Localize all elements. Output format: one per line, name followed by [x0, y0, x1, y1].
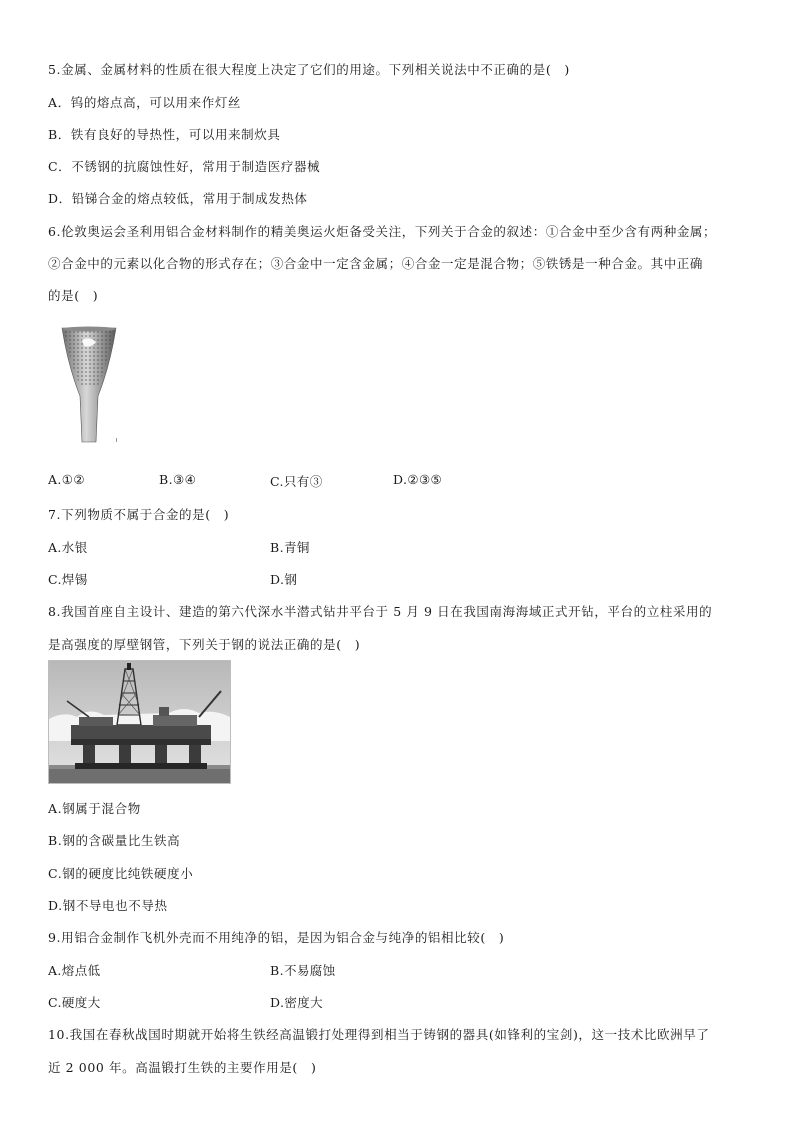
q8-stem-line-1: 8.我国首座自主设计、建造的第六代深水半潜式钻井平台于 5 月 9 日在我国南海海域正式开钻，平台的立柱采用的 [48, 604, 713, 619]
q7-option-d: D.钢 [270, 572, 298, 587]
q5-option-a: A．钨的熔点高，可以用来作灯丝 [48, 95, 242, 110]
q8-option-c: C.钢的硬度比纯铁硬度小 [48, 866, 194, 881]
q8-option-d: D.钢不导电也不导热 [48, 898, 168, 913]
q10-stem-line-2: 近 2 000 年。高温锻打生铁的主要作用是( ) [48, 1060, 317, 1075]
q9-option-d: D.密度大 [270, 995, 324, 1010]
q6-option-c: C.只有③ [270, 474, 323, 489]
q9-stem: 9.用铝合金制作飞机外壳而不用纯净的铝，是因为铝合金与纯净的铝相比较( ) [48, 930, 505, 945]
q8-stem-line-2: 是高强度的厚壁钢管，下列关于钢的说法正确的是( ) [48, 637, 361, 652]
q8-option-b: B.钢的含碳量比生铁高 [48, 833, 181, 848]
q9-option-a: A.熔点低 [48, 963, 101, 978]
q5-stem: 5.金属、金属材料的性质在很大程度上决定了它们的用途。下列相关说法中不正确的是( ) [48, 62, 570, 77]
q6-option-b: B.③④ [159, 472, 197, 487]
q5-option-b: B．铁有良好的导热性，可以用来制炊具 [48, 127, 281, 142]
q6-stem-line-1: 6.伦敦奥运会圣利用铝合金材料制作的精美奥运火炬备受关注，下列关于合金的叙述：①合金中至少含有两种金属； [48, 224, 717, 239]
q6-stem-line-3: 的是( ) [48, 288, 99, 303]
drilling-platform-image [48, 660, 231, 784]
q8-option-a: A.钢属于混合物 [48, 801, 141, 816]
q5-option-c: C．不锈钢的抗腐蚀性好，常用于制造医疗器械 [48, 159, 321, 174]
q7-option-b: B.青铜 [270, 540, 310, 555]
q7-option-c: C.焊锡 [48, 572, 88, 587]
q6-option-d: D.②③⑤ [393, 472, 443, 487]
q7-stem: 7.下列物质不属于合金的是( ) [48, 507, 230, 522]
olympic-torch-image [60, 326, 120, 444]
q10-stem-line-1: 10.我国在春秋战国时期就开始将生铁经高温锻打处理得到相当于铸钢的器具(如锋利的宝剑)，这一技术比欧洲早了 [48, 1027, 710, 1042]
q6-option-a: A.①② [48, 472, 86, 487]
q7-option-a: A.水银 [48, 540, 88, 555]
q5-option-d: D．铅锑合金的熔点较低，常用于制成发热体 [48, 191, 308, 206]
q6-stem-line-2: ②合金中的元素以化合物的形式存在；③合金中一定含金属；④合金一定是混合物；⑤铁锈是一种合金。其中正确 [48, 256, 704, 271]
q9-option-c: C.硬度大 [48, 995, 101, 1010]
q9-option-b: B.不易腐蚀 [270, 963, 336, 978]
